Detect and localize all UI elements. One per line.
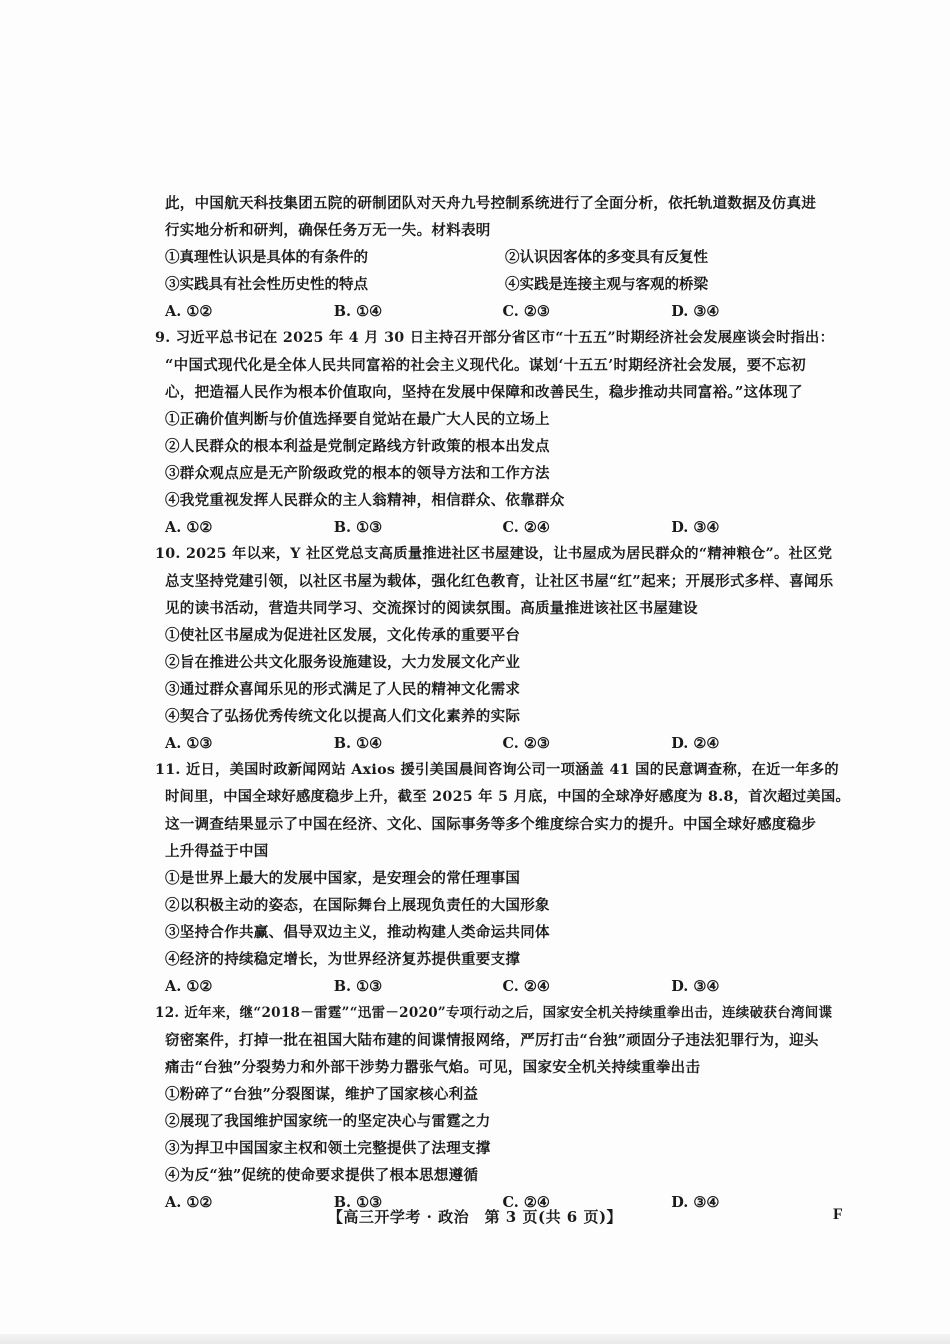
choice-a: A. ①②: [165, 978, 213, 995]
option-4: ④经济的持续稳定增长，为世界经济复苏提供重要支撑: [165, 951, 521, 968]
answer-choices: [160, 514, 840, 541]
option-2: ②认识因客体的多变具有反复性: [505, 249, 708, 266]
choice-c: C. ②③: [502, 735, 550, 752]
question-9: [155, 325, 840, 541]
option-1: ①粉碎了“台独”分裂图谋，维护了国家核心利益: [165, 1086, 479, 1103]
stem-line: 痛击“台独”分裂势力和外部干涉势力嚣张气焰。可见，国家安全机关持续重拳出击: [165, 1059, 701, 1076]
option-2: ②以积极主动的姿态，在国际舞台上展现负责任的大国形象: [165, 897, 550, 914]
option-4: ④契合了弘扬优秀传统文化以提高人们文化素养的实际: [165, 708, 521, 725]
choice-d: D. ②④: [671, 735, 720, 752]
option-1: ①是世界上最大的发展中国家，是安理会的常任理事国: [165, 870, 521, 887]
option-row: [160, 271, 840, 298]
option-3: ③通过群众喜闻乐见的形式满足了人民的精神文化需求: [165, 681, 521, 698]
option-2: ②展现了我国维护国家统一的坚定决心与雷霆之力: [165, 1113, 491, 1130]
choice-c: C. ②③: [502, 303, 550, 320]
option-3: ③群众观点应是无产阶级政党的根本的领导方法和工作方法: [165, 465, 550, 482]
option-1: ①正确价值判断与价值选择要自觉站在最广大人民的立场上: [165, 411, 550, 428]
choice-a: A. ①②: [165, 1194, 213, 1211]
option-3: ③坚持合作共赢、倡导双边主义，推动构建人类命运共同体: [165, 924, 550, 941]
choice-a: A. ①②: [165, 303, 213, 320]
question-8-continued: [160, 190, 840, 325]
stem-line: 总支坚持党建引领，以社区书屋为载体，强化红色教育，让社区书屋“红”起来；开展形式多样、喜闻乐: [165, 573, 834, 590]
stem-line: 心，把造福人民作为根本价值取向，坚持在发展中保障和改善民生，稳步推动共同富裕。”这体现了: [165, 384, 803, 401]
intro-line-2: 行实地分析和研判，确保任务万无一失。材料表明: [165, 222, 491, 239]
option-1: ①使社区书屋成为促进社区发展，文化传承的重要平台: [165, 627, 521, 644]
choice-d: D. ③④: [671, 1194, 720, 1211]
option-4: ④为反“独”促统的使命要求提供了根本思想遵循: [165, 1167, 479, 1184]
stem-line: 9. 习近平总书记在 2025 年 4 月 30 日主持召开部分省区市“十五五”时期经济社会发展座谈会时指出：: [155, 330, 835, 346]
choice-a: A. ①②: [165, 519, 213, 536]
option-2: ②旨在推进公共文化服务设施建设，大力发展文化产业: [165, 654, 521, 671]
stem-line: 12. 近年来，继“2018－雷霆”“迅雷－2020”专项行动之后，国家安全机关持续重拳出击，连续破获台湾间谍: [155, 1005, 833, 1021]
page-content: [155, 190, 851, 1216]
option-2: ②人民群众的根本利益是党制定路线方针政策的根本出发点: [165, 438, 550, 455]
choice-d: D. ③④: [671, 519, 720, 536]
paper-version-code: F: [833, 1206, 843, 1223]
stem-line: 时间里，中国全球好感度稳步上升，截至 2025 年 5 月底，中国的全球净好感度为 8.8，首次超过美国。: [165, 789, 851, 805]
page-footer: 【高三开学考 · 政治 第 3 页(共 6 页)】: [327, 1208, 623, 1226]
question-10: [155, 541, 840, 757]
intro-line-1: 此，中国航天科技集团五院的研制团队对天舟九号控制系统进行了全面分析，依托轨道数据及仿真进: [165, 195, 817, 212]
choice-b: B. ①③: [333, 978, 383, 995]
option-3: ③实践具有社会性历史性的特点: [165, 276, 368, 293]
choice-b: B. ①③: [333, 1194, 383, 1211]
choice-c: C. ②④: [502, 519, 550, 536]
answer-choices: [160, 973, 840, 1000]
stem-line: 10. 2025 年以来，Y 社区党总支高质量推进社区书屋建设，让书屋成为居民群众的“精神粮仓”。社区党: [155, 546, 833, 562]
option-row: [160, 244, 840, 271]
stem-line: 11. 近日，美国时政新闻网站 Axios 援引美国晨间咨询公司一项涵盖 41 国的民意调查称，在近一年多的: [155, 762, 839, 778]
stem-line: 窃密案件，打掉一批在祖国大陆布建的间谍情报网络，严厉打击“台独”顽固分子违法犯罪行为，迎头: [165, 1032, 819, 1049]
stem-line: 见的读书活动，营造共同学习、交流探讨的阅读氛围。高质量推进该社区书屋建设: [165, 600, 698, 617]
option-4: ④实践是连接主观与客观的桥梁: [505, 276, 708, 293]
stem-line: 这一调查结果显示了中国在经济、文化、国际事务等多个维度综合实力的提升。中国全球好感度稳步: [165, 816, 817, 833]
option-1: ①真理性认识是具体的有条件的: [165, 249, 368, 266]
choice-c: C. ②④: [502, 1194, 550, 1211]
stem-line: 上升得益于中国: [165, 843, 269, 860]
choice-b: B. ①④: [333, 735, 383, 752]
choice-b: B. ①③: [333, 519, 383, 536]
stem-line: “中国式现代化是全体人民共同富裕的社会主义现代化。谋划‘十五五’时期经济社会发展，要不忘初: [165, 357, 806, 374]
scan-edge: [0, 1334, 950, 1344]
question-11: [155, 757, 851, 1000]
choice-d: D. ③④: [671, 303, 720, 320]
answer-choices: [160, 298, 840, 325]
option-4: ④我党重视发挥人民群众的主人翁精神，相信群众、依靠群众: [165, 492, 565, 509]
choice-d: D. ③④: [671, 978, 720, 995]
choice-a: A. ①③: [165, 735, 213, 752]
answer-choices: [160, 730, 840, 757]
option-3: ③为捍卫中国国家主权和领土完整提供了法理支撑: [165, 1140, 491, 1157]
choice-c: C. ②④: [502, 978, 550, 995]
choice-b: B. ①④: [333, 303, 383, 320]
question-12: [155, 1000, 840, 1216]
